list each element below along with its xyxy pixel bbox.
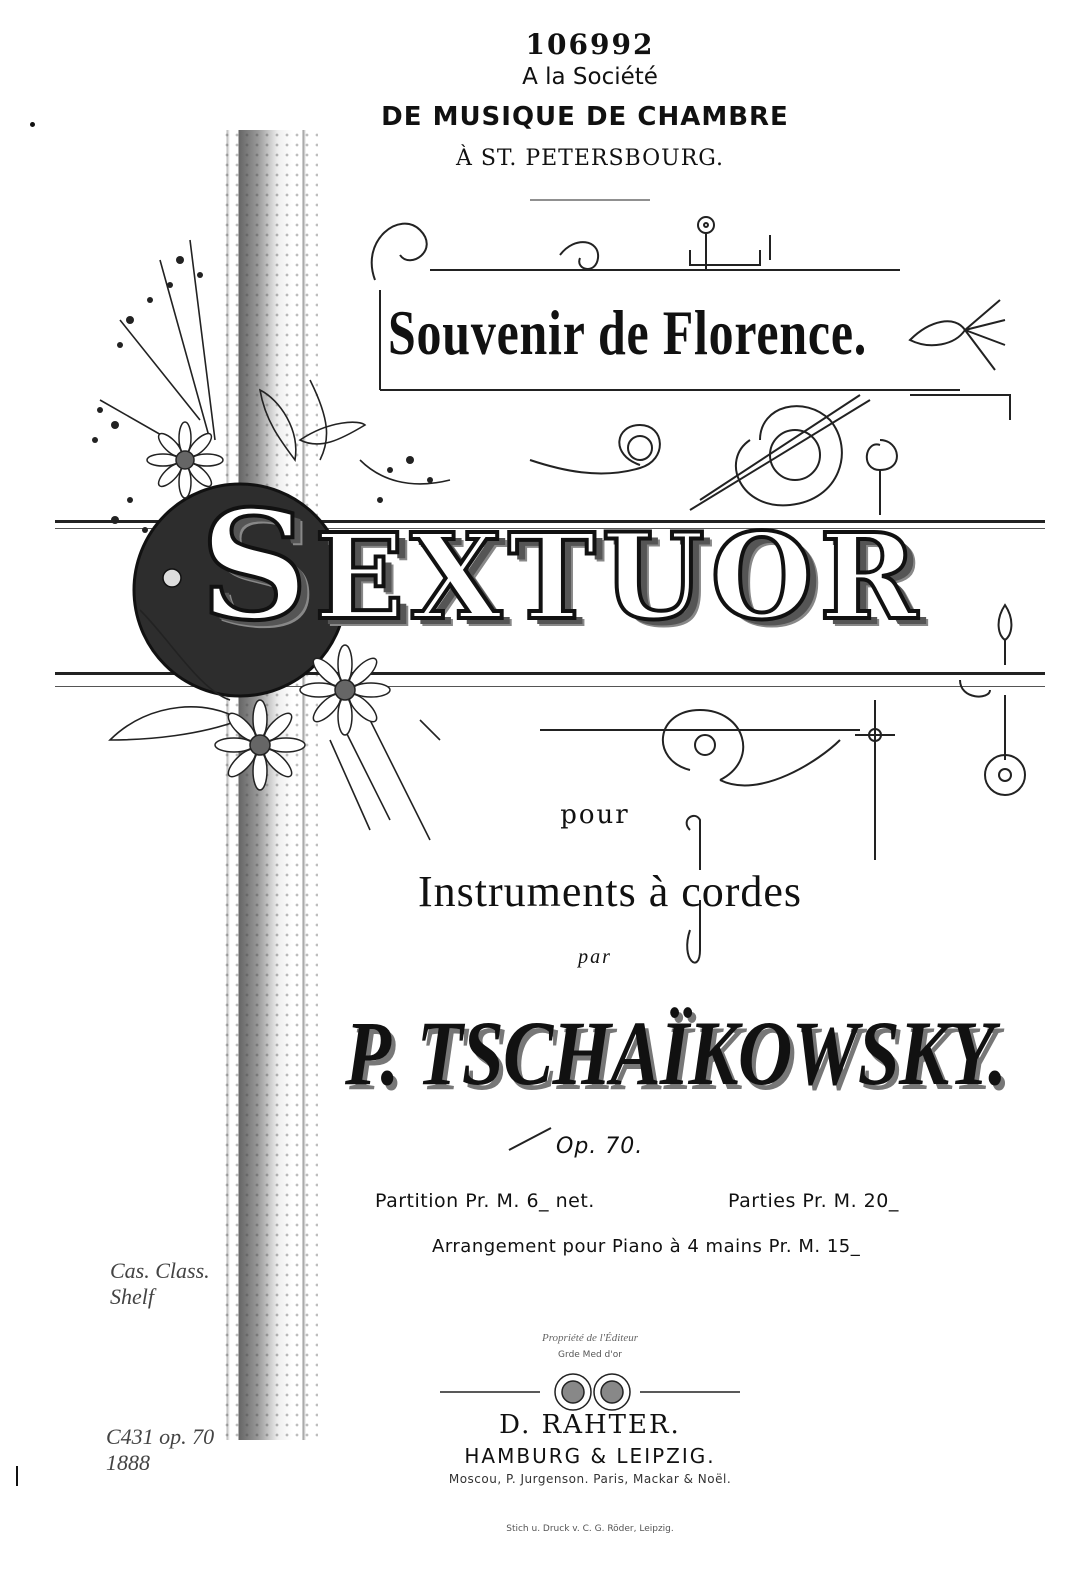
- main-title-rest: EXTUOR: [314, 507, 924, 646]
- price-parties: Parties Pr. M. 20_: [728, 1190, 899, 1212]
- publisher-name: D. RAHTER.: [499, 1410, 681, 1440]
- par-text: par: [578, 946, 612, 968]
- pour-text: pour: [560, 800, 630, 830]
- handwritten-note-1: Cas. Class. Shelf: [110, 1258, 210, 1309]
- main-title-initial: S: [200, 478, 315, 654]
- stray-mark: [16, 1466, 18, 1486]
- publisher-cities: HAMBURG & LEIPZIG.: [464, 1444, 716, 1468]
- medal-caption-2: Grde Med d'or: [558, 1350, 622, 1360]
- opus-stroke: [505, 1124, 555, 1154]
- composer-name: P. TSCHAÏKOWSKY.: [345, 1002, 1007, 1104]
- stray-mark: [30, 122, 35, 127]
- opus-number: Op. 70.: [556, 1134, 644, 1159]
- shelf-number: 106992: [525, 28, 655, 61]
- printer-credit: Stich u. Druck v. C. G. Röder, Leipzig.: [506, 1524, 674, 1534]
- main-title: [200, 478, 923, 654]
- price-partition: Partition Pr. M. 6_ net.: [375, 1190, 595, 1212]
- instruments-text: Instruments à cordes: [417, 867, 803, 916]
- handwritten-note-2: C431 op. 70 1888: [106, 1424, 215, 1475]
- medal-caption-1: Propriété de l'Éditeur: [541, 1332, 639, 1344]
- dedication-line-3: À ST. PETERSBOURG.: [455, 146, 725, 171]
- price-arrangement: Arrangement pour Piano à 4 mains Pr. M. 15_: [432, 1236, 861, 1257]
- subtitle: Souvenir de Florence.: [388, 297, 868, 368]
- dedication-line-2: DE MUSIQUE DE CHAMBRE: [381, 102, 789, 132]
- publisher-agents: Moscou, P. Jurgenson. Paris, Mackar & Noël.: [448, 1472, 732, 1486]
- dedication-line-1: A la Société: [522, 64, 658, 90]
